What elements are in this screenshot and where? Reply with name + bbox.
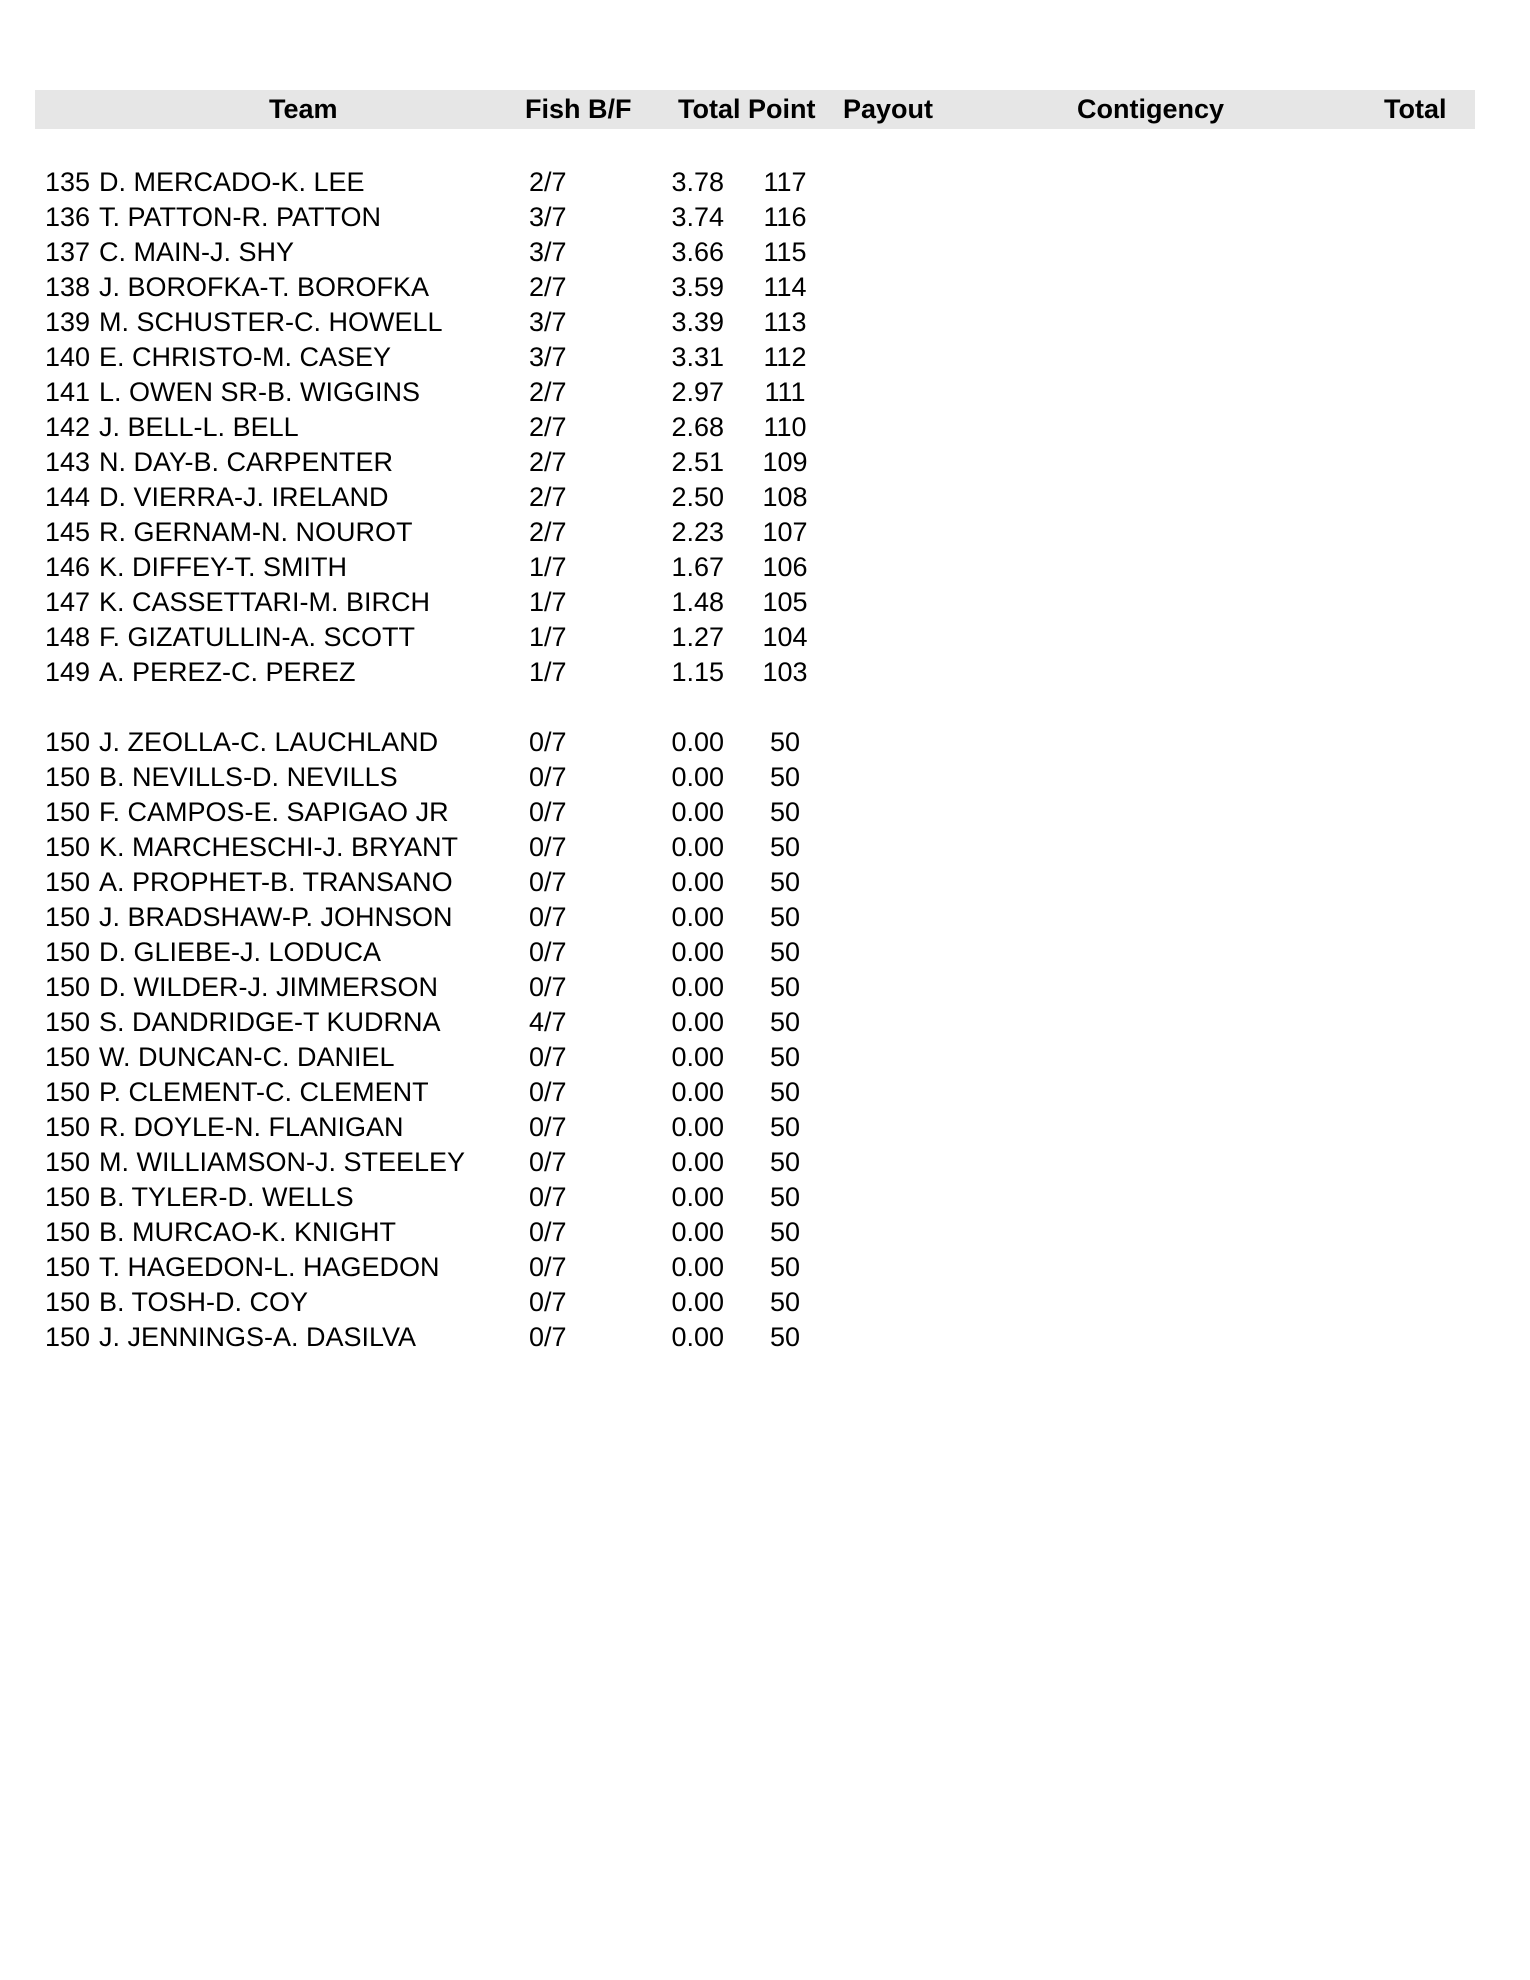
table-row	[0, 935, 1530, 970]
row-payout: 50	[769, 1252, 801, 1282]
row-points: 3.59	[671, 272, 724, 302]
row-points: 3.74	[671, 202, 724, 232]
row-team: J. JENNINGS-A. DASILVA	[99, 1322, 417, 1352]
table-row	[0, 1285, 1530, 1320]
row-team: D. GLIEBE-J. LODUCA	[99, 937, 382, 967]
header-total: Total	[1384, 94, 1447, 124]
row-team: D. WILDER-J. JIMMERSON	[99, 972, 439, 1002]
table-row	[0, 795, 1530, 830]
table-row	[0, 760, 1530, 795]
row-place: 150	[45, 1322, 91, 1352]
row-place: 150	[45, 1112, 91, 1142]
row-payout: 104	[762, 622, 808, 652]
row-payout: 113	[763, 307, 807, 337]
row-team: B. NEVILLS-D. NEVILLS	[99, 762, 398, 792]
row-payout: 106	[762, 552, 808, 582]
row-team: K. DIFFEY-T. SMITH	[99, 552, 348, 582]
row-place: 149	[45, 657, 91, 687]
row-payout: 117	[763, 167, 807, 197]
row-place: 150	[45, 1042, 91, 1072]
row-place: 139	[45, 307, 91, 337]
row-points: 2.23	[671, 517, 724, 547]
table-row	[0, 1180, 1530, 1215]
row-payout: 116	[763, 202, 807, 232]
row-team: W. DUNCAN-C. DANIEL	[99, 1042, 395, 1072]
table-row	[0, 900, 1530, 935]
row-team: T. HAGEDON-L. HAGEDON	[99, 1252, 440, 1282]
table-row	[0, 865, 1530, 900]
row-place: 150	[45, 762, 91, 792]
row-payout: 50	[769, 762, 801, 792]
row-points: 0.00	[671, 1007, 724, 1037]
row-fish: 3/7	[529, 237, 567, 267]
row-team: B. TYLER-D. WELLS	[99, 1182, 354, 1212]
row-team: A. PROPHET-B. TRANSANO	[99, 867, 453, 897]
row-fish: 2/7	[529, 412, 567, 442]
header-fish: Fish B/F	[525, 94, 632, 124]
header-payout: Payout	[843, 94, 934, 124]
table-row	[0, 620, 1530, 655]
row-payout: 111	[764, 377, 806, 407]
row-team: D. MERCADO-K. LEE	[99, 167, 365, 197]
table-row	[0, 1215, 1530, 1250]
row-fish: 0/7	[529, 902, 567, 932]
table-row	[0, 550, 1530, 585]
row-points: 0.00	[671, 1042, 724, 1072]
row-place: 135	[45, 167, 91, 197]
row-payout: 50	[769, 1042, 801, 1072]
row-team: K. MARCHESCHI-J. BRYANT	[99, 832, 459, 862]
row-place: 137	[45, 237, 91, 267]
row-place: 150	[45, 1182, 91, 1212]
row-points: 0.00	[671, 762, 724, 792]
row-fish: 3/7	[529, 307, 567, 337]
row-team: J. BOROFKA-T. BOROFKA	[99, 272, 430, 302]
table-row	[0, 725, 1530, 760]
row-place: 150	[45, 1077, 91, 1107]
table-row	[0, 1110, 1530, 1145]
row-place: 150	[45, 1007, 91, 1037]
row-team: K. CASSETTARI-M. BIRCH	[99, 587, 431, 617]
row-payout: 50	[769, 832, 801, 862]
row-fish: 0/7	[529, 1077, 567, 1107]
row-payout: 107	[762, 517, 808, 547]
table-row	[0, 165, 1530, 200]
table-row	[0, 1145, 1530, 1180]
row-place: 150	[45, 797, 91, 827]
row-place: 136	[45, 202, 91, 232]
row-payout: 50	[769, 937, 801, 967]
row-team: M. SCHUSTER-C. HOWELL	[99, 307, 443, 337]
row-fish: 0/7	[529, 832, 567, 862]
row-payout: 109	[762, 447, 808, 477]
row-payout: 50	[769, 1182, 801, 1212]
row-fish: 3/7	[529, 342, 567, 372]
row-points: 3.31	[671, 342, 724, 372]
row-points: 0.00	[671, 1182, 724, 1212]
table-row	[0, 1040, 1530, 1075]
row-fish: 0/7	[529, 972, 567, 1002]
row-place: 150	[45, 1287, 91, 1317]
table-row	[0, 1250, 1530, 1285]
row-points: 0.00	[671, 1147, 724, 1177]
row-points: 0.00	[671, 832, 724, 862]
row-points: 0.00	[671, 727, 724, 757]
table-row	[0, 445, 1530, 480]
row-fish: 1/7	[529, 657, 567, 687]
row-points: 0.00	[671, 1322, 724, 1352]
row-place: 150	[45, 972, 91, 1002]
row-place: 142	[45, 412, 91, 442]
row-team: F. CAMPOS-E. SAPIGAO JR	[99, 797, 449, 827]
table-row	[0, 340, 1530, 375]
row-place: 140	[45, 342, 91, 372]
table-row	[0, 1320, 1530, 1355]
row-place: 143	[45, 447, 91, 477]
row-fish: 0/7	[529, 937, 567, 967]
row-team: D. VIERRA-J. IRELAND	[99, 482, 389, 512]
row-payout: 50	[769, 727, 801, 757]
row-place: 150	[45, 867, 91, 897]
row-fish: 1/7	[529, 587, 567, 617]
row-team: M. WILLIAMSON-J. STEELEY	[99, 1147, 466, 1177]
row-place: 150	[45, 1252, 91, 1282]
row-payout: 112	[763, 342, 807, 372]
row-payout: 105	[762, 587, 808, 617]
row-fish: 0/7	[529, 1112, 567, 1142]
row-points: 0.00	[671, 1252, 724, 1282]
row-fish: 0/7	[529, 797, 567, 827]
row-points: 2.50	[671, 482, 724, 512]
row-team: A. PEREZ-C. PEREZ	[99, 657, 356, 687]
row-points: 0.00	[671, 937, 724, 967]
table-header	[35, 90, 1475, 129]
row-team: J. ZEOLLA-C. LAUCHLAND	[99, 727, 439, 757]
row-payout: 50	[769, 1112, 801, 1142]
row-payout: 115	[763, 237, 807, 267]
row-points: 0.00	[671, 972, 724, 1002]
table-row	[0, 410, 1530, 445]
row-team: N. DAY-B. CARPENTER	[99, 447, 394, 477]
row-place: 150	[45, 902, 91, 932]
row-payout: 50	[769, 1077, 801, 1107]
table-row	[0, 515, 1530, 550]
row-fish: 0/7	[529, 1147, 567, 1177]
row-team: F. GIZATULLIN-A. SCOTT	[99, 622, 416, 652]
row-points: 0.00	[671, 902, 724, 932]
row-points: 1.67	[671, 552, 724, 582]
row-points: 0.00	[671, 867, 724, 897]
row-points: 0.00	[671, 797, 724, 827]
row-fish: 0/7	[529, 1042, 567, 1072]
row-team: P. CLEMENT-C. CLEMENT	[99, 1077, 429, 1107]
row-points: 2.51	[671, 447, 724, 477]
header-total-point: Total Point	[678, 94, 816, 124]
row-fish: 2/7	[529, 482, 567, 512]
table-row	[0, 480, 1530, 515]
row-points: 2.97	[671, 377, 724, 407]
row-points: 1.48	[671, 587, 724, 617]
row-points: 3.66	[671, 237, 724, 267]
row-fish: 4/7	[529, 1007, 567, 1037]
row-points: 1.15	[671, 657, 724, 687]
row-place: 150	[45, 832, 91, 862]
row-fish: 0/7	[529, 1322, 567, 1352]
row-fish: 0/7	[529, 762, 567, 792]
row-payout: 50	[769, 902, 801, 932]
row-fish: 0/7	[529, 1287, 567, 1317]
row-payout: 110	[763, 412, 807, 442]
row-fish: 1/7	[529, 622, 567, 652]
row-points: 0.00	[671, 1077, 724, 1107]
row-place: 150	[45, 1217, 91, 1247]
row-team: J. BRADSHAW-P. JOHNSON	[99, 902, 453, 932]
row-payout: 50	[769, 1287, 801, 1317]
table-row	[0, 1075, 1530, 1110]
row-place: 148	[45, 622, 91, 652]
row-payout: 50	[769, 1322, 801, 1352]
row-fish: 3/7	[529, 202, 567, 232]
row-payout: 50	[769, 972, 801, 1002]
table-row	[0, 970, 1530, 1005]
row-points: 0.00	[671, 1287, 724, 1317]
row-place: 145	[45, 517, 91, 547]
row-place: 141	[45, 377, 91, 407]
row-team: C. MAIN-J. SHY	[99, 237, 295, 267]
row-place: 150	[45, 937, 91, 967]
row-place: 150	[45, 1147, 91, 1177]
row-payout: 108	[762, 482, 808, 512]
row-fish: 2/7	[529, 517, 567, 547]
row-fish: 0/7	[529, 1182, 567, 1212]
row-payout: 50	[769, 867, 801, 897]
row-points: 2.68	[671, 412, 724, 442]
row-place: 147	[45, 587, 91, 617]
row-team: B. TOSH-D. COY	[99, 1287, 309, 1317]
row-place: 138	[45, 272, 91, 302]
row-team: S. DANDRIDGE-T KUDRNA	[99, 1007, 441, 1037]
row-payout: 50	[769, 1147, 801, 1177]
row-points: 1.27	[671, 622, 724, 652]
row-team: T. PATTON-R. PATTON	[99, 202, 382, 232]
row-payout: 50	[769, 797, 801, 827]
row-points: 0.00	[671, 1112, 724, 1142]
row-fish: 2/7	[529, 377, 567, 407]
row-team: R. DOYLE-N. FLANIGAN	[99, 1112, 404, 1142]
row-fish: 2/7	[529, 447, 567, 477]
table-row	[0, 270, 1530, 305]
row-points: 0.00	[671, 1217, 724, 1247]
table-row	[0, 305, 1530, 340]
row-place: 150	[45, 727, 91, 757]
row-place: 144	[45, 482, 91, 512]
table-row	[0, 375, 1530, 410]
row-team: L. OWEN SR-B. WIGGINS	[99, 377, 421, 407]
header-team: Team	[269, 94, 338, 124]
row-points: 3.39	[671, 307, 724, 337]
header-contingency: Contigency	[1077, 94, 1225, 124]
row-payout: 50	[769, 1217, 801, 1247]
table-row	[0, 235, 1530, 270]
row-payout: 50	[769, 1007, 801, 1037]
row-place: 146	[45, 552, 91, 582]
row-payout: 103	[762, 657, 808, 687]
row-team: B. MURCAO-K. KNIGHT	[99, 1217, 397, 1247]
row-fish: 0/7	[529, 1252, 567, 1282]
row-fish: 1/7	[529, 552, 567, 582]
row-fish: 0/7	[529, 727, 567, 757]
row-team: R. GERNAM-N. NOUROT	[99, 517, 413, 547]
table-row	[0, 200, 1530, 235]
table-row	[0, 655, 1530, 690]
table-row	[0, 1005, 1530, 1040]
row-fish: 2/7	[529, 167, 567, 197]
row-fish: 2/7	[529, 272, 567, 302]
row-points: 3.78	[671, 167, 724, 197]
row-fish: 0/7	[529, 867, 567, 897]
row-team: J. BELL-L. BELL	[99, 412, 299, 442]
row-fish: 0/7	[529, 1217, 567, 1247]
row-team: E. CHRISTO-M. CASEY	[99, 342, 392, 372]
table-row	[0, 830, 1530, 865]
row-payout: 114	[763, 272, 807, 302]
table-row	[0, 585, 1530, 620]
